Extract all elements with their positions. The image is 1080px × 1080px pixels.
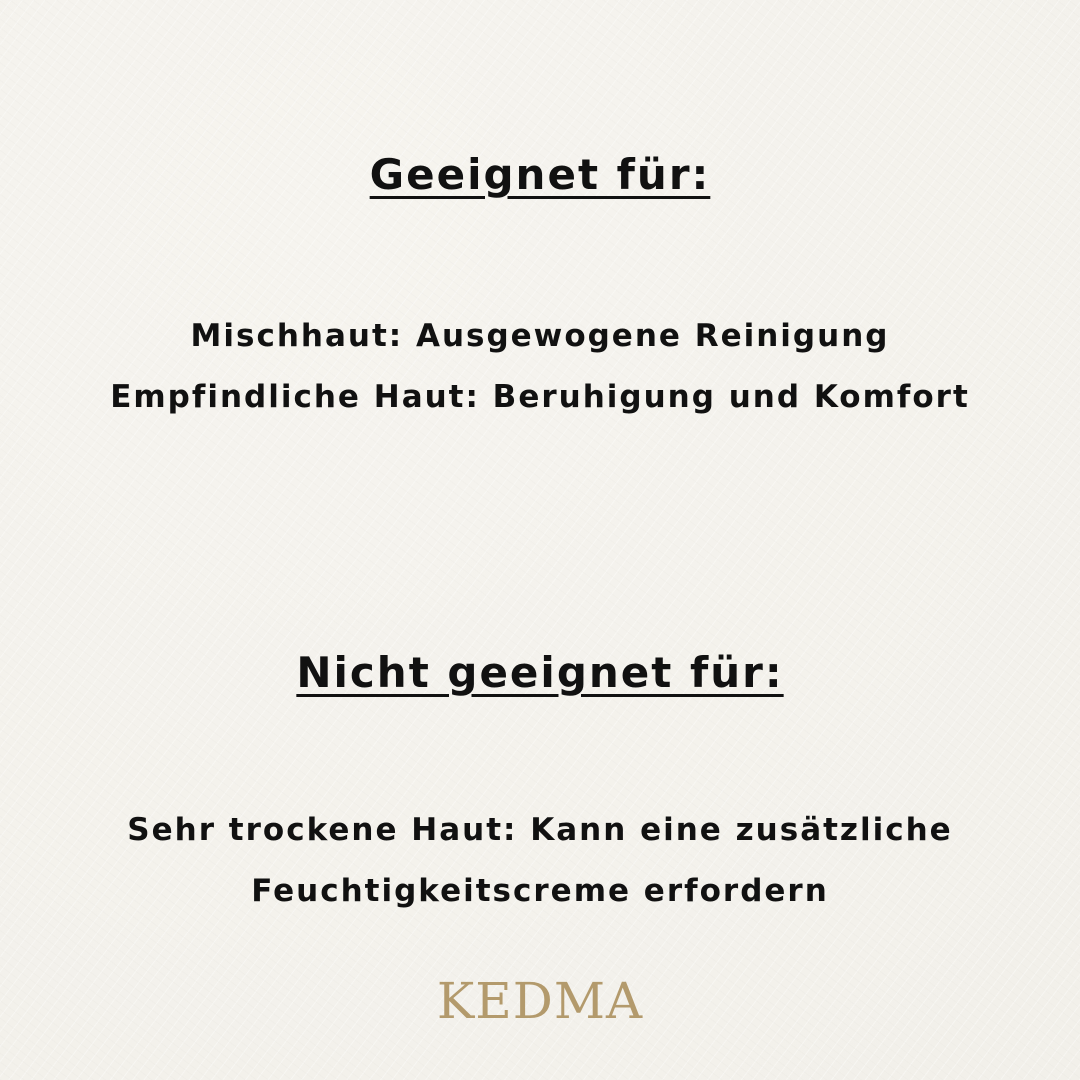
suitable-heading (0, 150, 1080, 199)
not-suitable-line-2: Feuchtigkeitscreme erfordern (251, 873, 829, 909)
suitable-list (0, 306, 1080, 428)
brand-logo: KEDMA (436, 972, 644, 1030)
not-suitable-heading-text: Nicht geeignet für: (296, 648, 784, 697)
suitable-item-combination-skin: Mischhaut: Ausgewogene Reinigung (190, 318, 890, 354)
suitable-item-sensitive-skin: Empfindliche Haut: Beruhigung und Komfort (110, 379, 970, 415)
not-suitable-line-1: Sehr trockene Haut: Kann eine zusätzliche (127, 812, 953, 848)
not-suitable-heading (0, 648, 1080, 697)
not-suitable-text (0, 800, 1080, 922)
suitable-heading-text: Geeignet für: (369, 150, 711, 199)
